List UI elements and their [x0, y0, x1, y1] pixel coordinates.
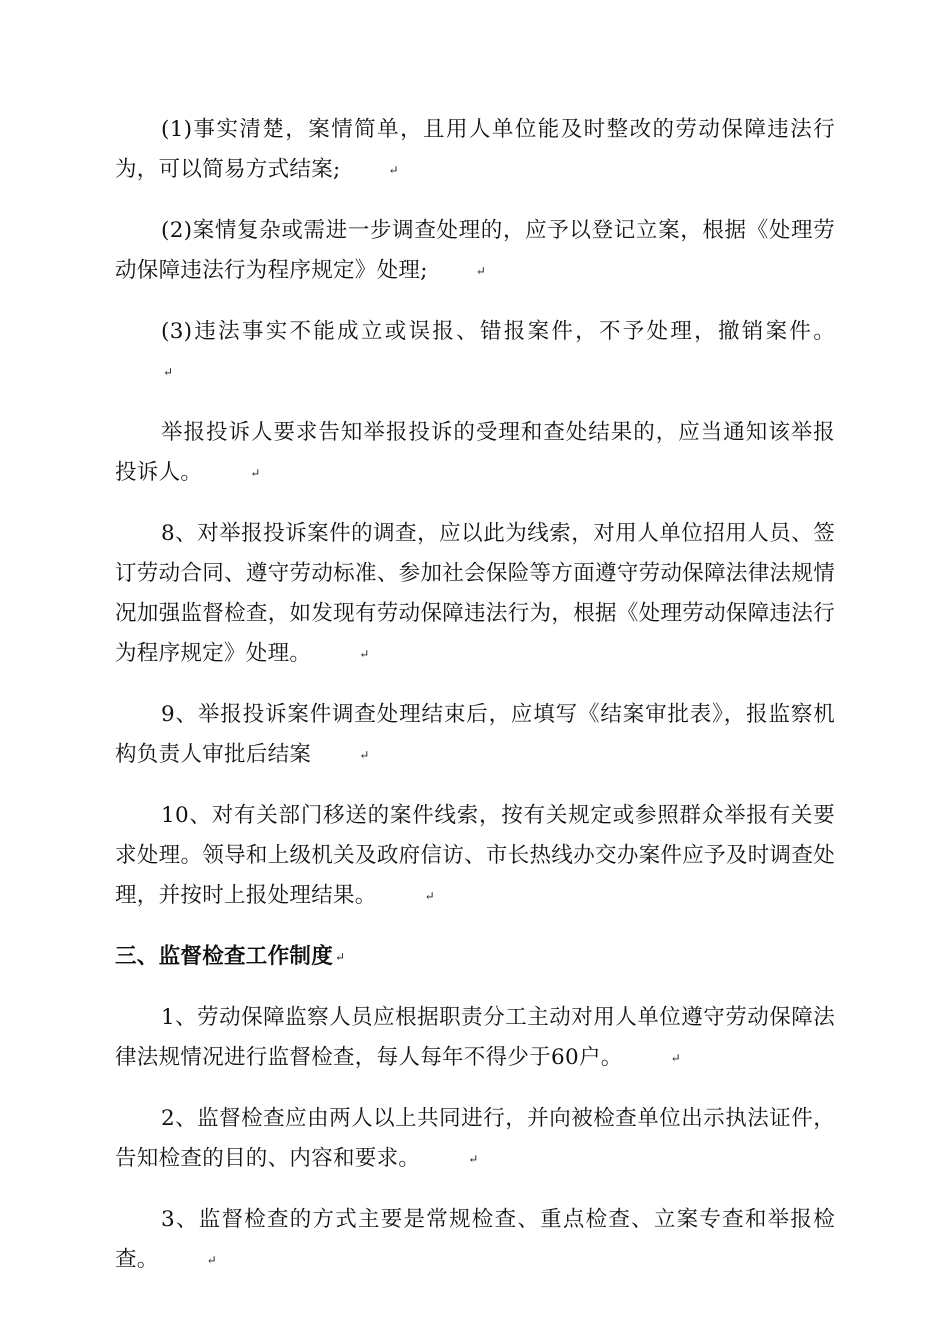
paragraph-inspection-1 [115, 998, 835, 1078]
paragraph-item-8 [115, 514, 835, 674]
paragraph-notify-reporter [115, 413, 835, 493]
paragraph-mark-icon: ↵ [475, 264, 487, 278]
paragraph-text: (3)违法事实不能成立或误报、错报案件，不予处理，撤销案件。 [161, 319, 835, 344]
paragraph-mark-icon: ↵ [359, 647, 370, 661]
paragraph-text: 9、举报投诉案件调查处理结束后，应填写《结案审批表》，报监察机构负责人审批后结案 [115, 702, 835, 767]
paragraph-mark-icon: ↵ [250, 466, 261, 480]
paragraph-inspection-2 [115, 1099, 835, 1179]
paragraph-text: 举报投诉人要求告知举报投诉的受理和查处结果的，应当通知该举报投诉人。 [115, 420, 835, 485]
paragraph-simple-closure [115, 110, 835, 190]
paragraph-register-case [115, 211, 835, 291]
paragraph-mark-icon: ↵ [359, 748, 370, 762]
paragraph-text: 2、监督检查应由两人以上共同进行，并向被检查单位出示执法证件，告知检查的目的、内容和要求。 [115, 1106, 835, 1171]
paragraph-mark-icon: ↵ [670, 1051, 681, 1065]
section-heading [115, 937, 835, 977]
paragraph-item-9 [115, 695, 835, 775]
paragraph-mark-icon: ↵ [424, 889, 435, 903]
paragraph-text: 10、对有关部门移送的案件线索，按有关规定或参照群众举报有关要求处理。领导和上级机关及政府信访、市长热线办交办案件应予及时调查处理，并按时上报处理结果。 [115, 803, 835, 908]
paragraph-item-10 [115, 796, 835, 916]
paragraph-text: 1、劳动保障监察人员应根据职责分工主动对用人单位遵守劳动保障法律法规情况进行监督检查，每人每年不得少于60户。 [115, 1005, 835, 1070]
paragraph-mark-icon: ↵ [335, 950, 346, 964]
paragraph-inspection-3 [115, 1200, 835, 1280]
paragraph-text: 3、监督检查的方式主要是常规检查、重点检查、立案专查和举报检查。 [115, 1207, 835, 1272]
paragraph-mark-icon: ↵ [468, 1152, 479, 1166]
paragraph-mark-icon: ↵ [388, 163, 399, 177]
paragraph-text: (2)案情复杂或需进一步调查处理的，应予以登记立案，根据《处理劳动保障违法行为程序规定》处理; [115, 218, 835, 283]
paragraph-text: (1)事实清楚，案情简单，且用人单位能及时整改的劳动保障违法行为，可以简易方式结案; [115, 117, 835, 182]
paragraph-mark-icon: ↵ [206, 1253, 217, 1267]
paragraph-revoke-case [115, 312, 835, 392]
paragraph-text: 8、对举报投诉案件的调查，应以此为线索，对用人单位招用人员、签订劳动合同、遵守劳动标准、参加社会保险等方面遵守劳动保障法律法规情况加强监督检查，如发现有劳动保障违法行为，根据《处理劳动保障违法行为程序规定》处理。 [115, 521, 835, 666]
document-body [115, 110, 835, 1301]
heading-text: 三、监督检查工作制度 [115, 944, 334, 969]
paragraph-mark-icon: ↵ [163, 365, 174, 379]
